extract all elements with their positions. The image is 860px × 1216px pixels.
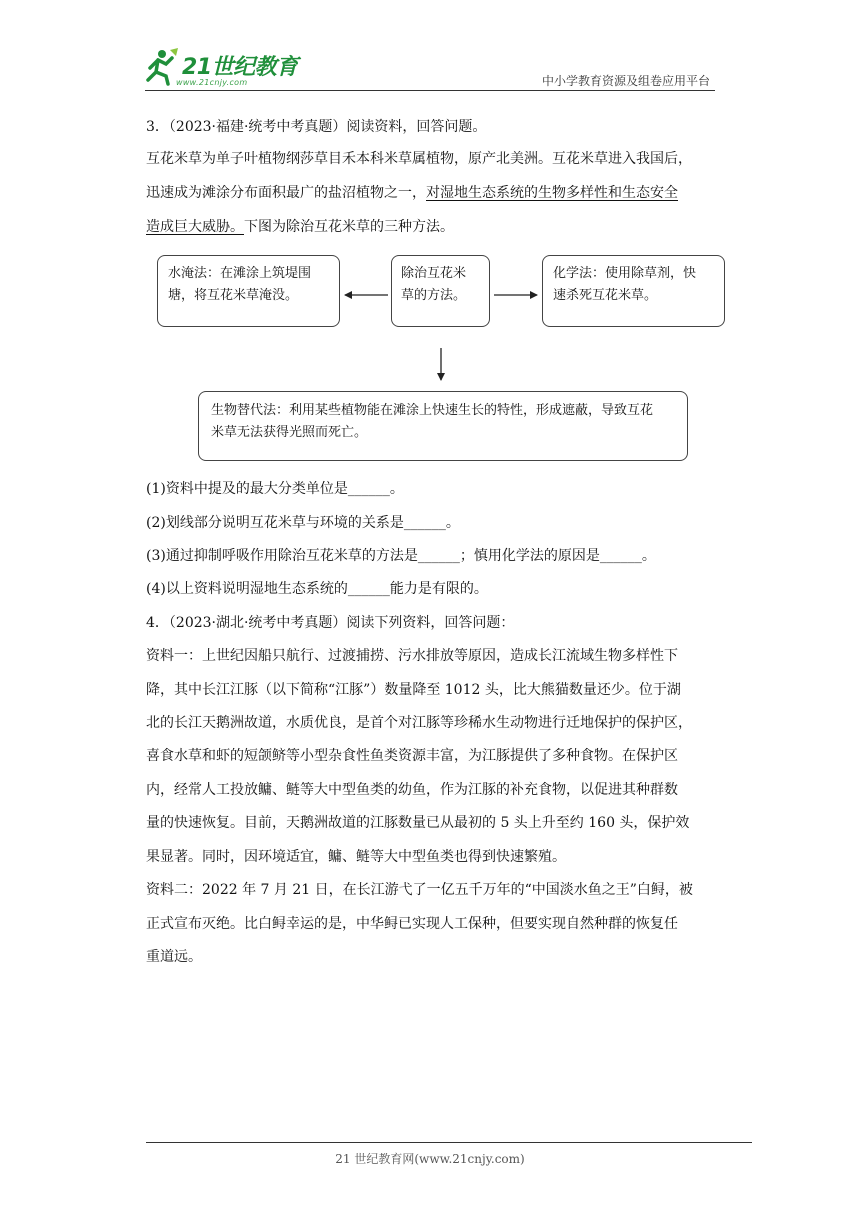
q4-material-2-line-3: 重道远。 xyxy=(146,949,202,965)
diagram-box-center-line-1: 除治互花米 xyxy=(401,266,467,281)
q4-material-1-line-1: 资料一：上世纪因船只航行、过渡捕捞、污水排放等原因，造成长江流域生物多样性下 xyxy=(146,648,678,664)
q3-sub-3: (3)通过抑制呼吸作用除治互花米草的方法是______；慎用化学法的原因是______。 xyxy=(146,548,656,564)
q4-material-1-line-7: 果显著。同时，因环境适宜，鳙、鲢等大中型鱼类也得到快速繁殖。 xyxy=(146,849,566,865)
footer-text: 21 世纪教育网(www.21cnjy.com) xyxy=(335,1152,525,1166)
header-divider xyxy=(145,90,715,91)
q4-material-1-line-4: 喜食水草和虾的短颌鲚等小型杂食性鱼类资源丰富，为江豚提供了多种食物。在保护区 xyxy=(146,748,678,764)
q3-para-line-1: 互花米草为单子叶植物纲莎草目禾本科米草属植物，原产北美洲。互花米草进入我国后， xyxy=(146,151,692,167)
q4-material-1-line-5: 内，经常人工投放鳙、鲢等大中型鱼类的幼鱼，作为江豚的补充食物，以促进其种群数 xyxy=(146,782,678,798)
q3-sub-4: (4)以上资料说明湿地生态系统的______能力是有限的。 xyxy=(146,581,488,597)
diagram-box-chemical-line-2: 速杀死互花米草。 xyxy=(553,288,658,303)
logo-brand-text: 21世纪教育 xyxy=(182,55,298,80)
q3-para-line-2-underlined: 对湿地生态系统的生物多样性和生态安全 xyxy=(426,185,678,201)
runner-logo-icon xyxy=(140,46,180,86)
q4-material-1-line-6: 量的快速恢复。目前，天鹅洲故道的江豚数量已从最初的 5 头上升至约 160 头，保护效 xyxy=(146,815,690,831)
diagram-box-flooding-line-1: 水淹法：在滩涂上筑堤围 xyxy=(168,266,312,281)
diagram-box-chemical-line-1: 化学法：使用除草剂，快 xyxy=(553,266,697,281)
header-platform-text: 中小学教育资源及组卷应用平台 xyxy=(541,74,710,88)
diagram-box-chemical xyxy=(542,255,725,327)
q3-para-line-3 xyxy=(146,217,718,237)
q4-material-2-line-2: 正式宣布灭绝。比白鲟幸运的是，中华鲟已实现人工保种，但要实现自然种群的恢复任 xyxy=(146,916,678,932)
logo-url-text: www.21cnjy.com xyxy=(176,78,248,87)
q3-title: 3．（2023·福建·统考中考真题）阅读资料，回答问题。 xyxy=(146,119,487,135)
q3-para-line-3-underlined: 造成巨大威胁。 xyxy=(146,219,244,235)
diagram-box-biological-line-1: 生物替代法：利用某些植物能在滩涂上快速生长的特性，形成遮蔽，导致互花 xyxy=(211,403,654,418)
q3-sub-2: (2)划线部分说明互花米草与环境的关系是______。 xyxy=(146,515,460,531)
q3-para-line-2-plain: 迅速成为滩涂分布面积最广的盐沼植物之一， xyxy=(146,185,426,201)
q3-sub-1: (1)资料中提及的最大分类单位是______。 xyxy=(146,481,404,497)
diagram-box-flooding xyxy=(157,255,340,327)
footer-divider xyxy=(146,1142,752,1143)
q4-material-1-line-2: 降，其中长江江豚（以下简称“江豚”）数量降至 1012 头，比大熊猫数量还少。位于湖 xyxy=(146,682,681,698)
diagram-box-flooding-line-2: 塘，将互花米草淹没。 xyxy=(168,288,299,303)
q3-para-line-3-plain: 下图为除治互花米草的三种方法。 xyxy=(244,219,454,235)
diagram-box-center-line-2: 草的方法。 xyxy=(401,288,467,303)
diagram-box-biological-line-2: 米草无法获得光照而死亡。 xyxy=(211,425,368,440)
q4-material-1-line-3: 北的长江天鹅洲故道，水质优良，是首个对江豚等珍稀水生动物进行迁地保护的保护区， xyxy=(146,715,692,731)
diagram-box-center xyxy=(391,255,490,327)
q3-para-line-2 xyxy=(146,183,718,203)
q4-title: 4．（2023·湖北·统考中考真题）阅读下列资料，回答问题： xyxy=(146,615,515,631)
diagram-box-biological xyxy=(198,391,688,461)
site-logo xyxy=(140,44,310,96)
q4-material-2-line-1: 资料二：2022 年 7 月 21 日，在长江游弋了一亿五千万年的“中国淡水鱼之王”白鲟，被 xyxy=(146,882,693,898)
